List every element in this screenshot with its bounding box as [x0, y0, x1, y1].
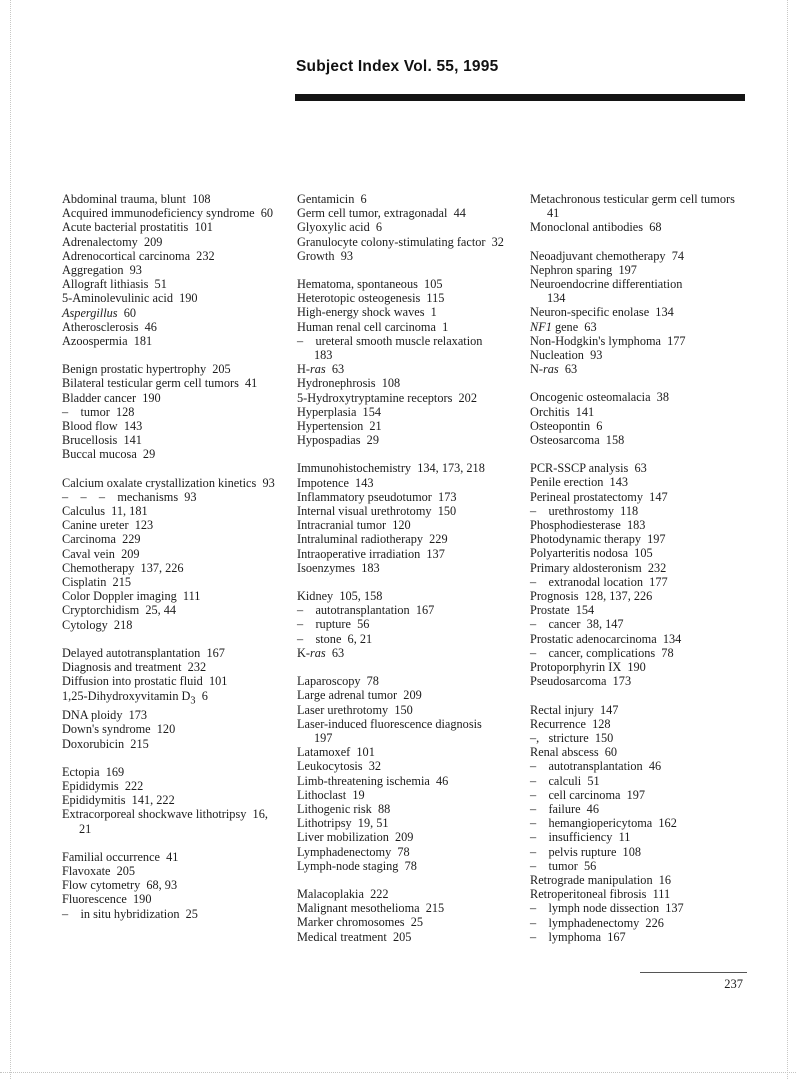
index-entry: Canine ureter 123	[62, 518, 154, 533]
index-entry: Bladder cancer 190	[62, 390, 161, 405]
index-entry: Bilateral testicular germ cell tumors 41	[62, 376, 258, 391]
index-entry: – lymphadenectomy 226	[530, 915, 664, 930]
index-entry: Osteopontin 6	[530, 418, 603, 433]
index-entry: K-ras 63	[297, 645, 345, 660]
index-entry: Familial occurrence 41	[62, 849, 179, 864]
index-entry: Laser urethrotomy 150	[297, 702, 413, 717]
index-entry: Abdominal trauma, blunt 108	[62, 192, 211, 206]
index-entry: Medical treatment 205	[297, 929, 412, 944]
index-group	[297, 887, 529, 944]
scan-edge-line-bottom	[0, 1072, 796, 1073]
index-group	[297, 674, 529, 873]
index-entry: – in situ hybridization 25	[62, 906, 198, 921]
index-entry: Lithotripsy 19, 51	[297, 816, 389, 831]
index-group	[62, 476, 294, 632]
index-entry: Metachronous testicular germ cell tumors	[530, 192, 735, 206]
index-entry: Renal abscess 60	[530, 745, 618, 760]
index-entry: – lymph node dissection 137	[530, 901, 684, 916]
index-group	[62, 192, 294, 348]
index-entry: Kidney 105, 158	[297, 589, 383, 604]
index-entry: Laser-induced fluorescence diagnosis	[297, 716, 482, 731]
index-group	[530, 461, 788, 688]
index-entry: Hyperplasia 154	[297, 404, 382, 419]
index-entry: Allograft lithiasis 51	[62, 277, 167, 292]
index-entry: Marker chromosomes 25	[297, 915, 424, 930]
index-entry: Malacoplakia 222	[297, 886, 389, 901]
index-entry: PCR-SSCP analysis 63	[530, 461, 647, 476]
index-entry: – tumor 56	[530, 858, 597, 873]
index-entry: Retrograde manipulation 16	[530, 872, 672, 887]
index-entry: Calcium oxalate crystallization kinetics 93	[62, 475, 275, 490]
index-entry: Color Doppler imaging 111	[62, 589, 201, 604]
index-entry: – pelvis rupture 108	[530, 844, 641, 859]
index-entry: Benign prostatic hypertrophy 205	[62, 362, 231, 377]
index-entry: Rectal injury 147	[530, 702, 619, 717]
index-entry: – rupture 56	[297, 617, 370, 632]
index-entry: Cryptorchidism 25, 44	[62, 603, 177, 618]
index-entry: Delayed autotransplantation 167	[62, 645, 225, 660]
index-entry: Lymph-node staging 78	[297, 858, 417, 873]
index-group	[530, 249, 788, 377]
index-column-2	[297, 192, 529, 958]
index-entry: Extracorporeal shockwave lithotripsy 16,	[62, 807, 268, 822]
index-entry: 21	[79, 821, 92, 836]
index-entry: Brucellosis 141	[62, 433, 142, 448]
index-entry: Adrenocortical carcinoma 232	[62, 248, 215, 263]
index-entry: 1,25-Dihydroxyvitamin $D_3$ 6	[62, 688, 208, 706]
index-entry: Oncogenic osteomalacia 38	[530, 390, 669, 405]
index-entry: High-energy shock waves 1	[297, 305, 437, 320]
index-entry: – insufficiency 11	[530, 830, 631, 845]
index-entry: Polyarteritis nodosa 105	[530, 546, 653, 561]
index-entry: – calculi 51	[530, 773, 600, 788]
index-entry: Blood flow 143	[62, 419, 143, 434]
index-entry: – lymphoma 167	[530, 929, 626, 944]
page-number: 237	[724, 977, 743, 991]
index-entry: Azoospermia 181	[62, 334, 153, 349]
index-entry: 183	[314, 348, 333, 363]
index-entry: Lymphadenectomy 78	[297, 844, 410, 859]
index-entry: Retroperitoneal fibrosis 111	[530, 887, 671, 902]
index-group	[530, 703, 788, 944]
index-entry: Osteosarcoma 158	[530, 433, 625, 448]
index-entry: Epididymitis 141, 222	[62, 793, 175, 808]
index-entry: Flavoxate 205	[62, 863, 136, 878]
index-entry: Hypertension 21	[297, 419, 382, 434]
index-entry: Perineal prostatectomy 147	[530, 489, 668, 504]
index-entry: Fluorescence 190	[62, 892, 152, 907]
index-entry: Neuron-specific enolase 134	[530, 305, 674, 320]
index-entry: Leukocytosis 32	[297, 759, 382, 774]
index-entry: – urethrostomy 118	[530, 503, 639, 518]
index-entry: Glyoxylic acid 6	[297, 220, 383, 235]
index-group	[530, 192, 788, 235]
index-group	[62, 646, 294, 751]
index-entry: Cytology 218	[62, 617, 133, 632]
index-entry: Growth 93	[297, 248, 354, 263]
scan-edge-line-left	[10, 0, 11, 1079]
index-entry: Neoadjuvant chemotherapy 74	[530, 248, 684, 263]
index-group	[530, 390, 788, 447]
index-entry: Nephron sparing 197	[530, 262, 637, 277]
index-entry: Impotence 143	[297, 475, 374, 490]
index-column-1	[62, 192, 294, 935]
index-entry: – autotransplantation 167	[297, 603, 435, 618]
index-group	[62, 850, 294, 921]
index-entry: Adrenalectomy 209	[62, 234, 163, 249]
index-entry: Chemotherapy 137, 226	[62, 560, 184, 575]
index-entry: Doxorubicin 215	[62, 736, 149, 751]
header-rule	[295, 94, 745, 101]
index-entry: Pseudosarcoma 173	[530, 674, 632, 689]
index-entry: Gentamicin 6	[297, 192, 367, 206]
index-entry: Germ cell tumor, extragonadal 44	[297, 206, 466, 221]
index-entry: Non-Hodgkin's lymphoma 177	[530, 333, 686, 348]
index-entry: Ectopia 169	[62, 764, 125, 779]
index-entry: – failure 46	[530, 801, 599, 816]
index-entry: Photodynamic therapy 197	[530, 532, 666, 547]
index-group	[62, 765, 294, 836]
index-entry: Inflammatory pseudotumor 173	[297, 489, 457, 504]
index-entry: Protoporphyrin IX 190	[530, 660, 646, 675]
index-entry: Nucleation 93	[530, 348, 603, 363]
index-entry: –, stricture 150	[530, 730, 614, 745]
index-entry: Intraoperative irradiation 137	[297, 546, 445, 561]
index-entry: Carcinoma 229	[62, 532, 141, 547]
index-entry: Acute bacterial prostatitis 101	[62, 220, 213, 235]
index-entry: – cell carcinoma 197	[530, 787, 646, 802]
index-entry: Aggregation 93	[62, 263, 142, 278]
index-entry: Diffusion into prostatic fluid 101	[62, 674, 228, 689]
index-entry: Prostate 154	[530, 603, 595, 618]
index-entry: Lithogenic risk 88	[297, 801, 391, 816]
index-entry: – autotransplantation 46	[530, 759, 662, 774]
index-entry: – stone 6, 21	[297, 631, 373, 646]
index-entry: – cancer, complications 78	[530, 645, 674, 660]
index-entry: Primary aldosteronism 232	[530, 560, 667, 575]
index-entry: Atherosclerosis 46	[62, 319, 157, 334]
index-entry: 197	[314, 730, 333, 745]
index-entry: Hematoma, spontaneous 105	[297, 277, 443, 292]
index-entry: Recurrence 128	[530, 716, 611, 731]
index-entry: Prognosis 128, 137, 226	[530, 589, 653, 604]
index-group	[62, 362, 294, 461]
index-entry: Hydronephrosis 108	[297, 376, 401, 391]
index-entry: Malignant mesothelioma 215	[297, 901, 445, 916]
index-entry: Buccal mucosa 29	[62, 447, 156, 462]
index-entry: Flow cytometry 68, 93	[62, 878, 178, 893]
index-entry: Liver mobilization 209	[297, 830, 414, 845]
index-entry: Intraluminal radiotherapy 229	[297, 532, 448, 547]
index-entry: 5-Hydroxytryptamine receptors 202	[297, 390, 477, 405]
index-entry: Aspergillus 60	[62, 305, 137, 320]
index-entry: N-ras 63	[530, 362, 578, 377]
index-entry: – hemangiopericytoma 162	[530, 816, 677, 831]
index-entry: Immunohistochemistry 134, 173, 218	[297, 461, 485, 476]
index-entry: Lithoclast 19	[297, 787, 365, 802]
index-group	[297, 277, 529, 447]
index-entry: NF1 gene 63	[530, 319, 597, 334]
index-entry: – extranodal location 177	[530, 574, 668, 589]
index-entry: Limb-threatening ischemia 46	[297, 773, 449, 788]
index-entry: Cisplatin 215	[62, 575, 132, 590]
index-entry: Monoclonal antibodies 68	[530, 220, 662, 235]
index-entry: Epididymis 222	[62, 778, 144, 793]
index-entry: Caval vein 209	[62, 546, 140, 561]
index-entry: Calculus 11, 181	[62, 504, 148, 519]
index-entry: 5-Aminolevulinic acid 190	[62, 291, 198, 306]
index-entry: Heterotopic osteogenesis 115	[297, 291, 445, 306]
index-entry: Acquired immunodeficiency syndrome 60	[62, 206, 274, 221]
index-entry: Orchitis 141	[530, 404, 595, 419]
index-group	[297, 461, 529, 575]
index-entry: – ureteral smooth muscle relaxation	[297, 333, 483, 348]
index-entry: Human renal cell carcinoma 1	[297, 319, 449, 334]
index-group	[297, 192, 529, 263]
index-entry: – cancer 38, 147	[530, 617, 624, 632]
index-entry: 134	[547, 291, 566, 306]
index-entry: Isoenzymes 183	[297, 560, 380, 575]
index-entry: DNA ploidy 173	[62, 708, 148, 723]
index-column-3	[530, 192, 788, 958]
index-entry: Latamoxef 101	[297, 745, 375, 760]
page-title: Subject Index Vol. 55, 1995	[296, 58, 499, 75]
index-entry: Neuroendocrine differentiation	[530, 277, 683, 292]
index-entry: Hypospadias 29	[297, 433, 379, 448]
index-entry: Large adrenal tumor 209	[297, 688, 422, 703]
index-entry: Penile erection 143	[530, 475, 629, 490]
index-entry: 41	[547, 206, 560, 221]
index-entry: Prostatic adenocarcinoma 134	[530, 631, 682, 646]
index-entry: – – – mechanisms 93	[62, 489, 197, 504]
index-entry: Granulocyte colony-stimulating factor 32	[297, 234, 504, 249]
index-entry: Laparoscopy 78	[297, 674, 379, 689]
index-entry: Intracranial tumor 120	[297, 518, 411, 533]
index-entry: – tumor 128	[62, 404, 135, 419]
index-entry: Diagnosis and treatment 232	[62, 660, 207, 675]
index-entry: H-ras 63	[297, 362, 345, 377]
index-entry: Phosphodiesterase 183	[530, 518, 646, 533]
index-group	[297, 589, 529, 660]
index-entry: Down's syndrome 120	[62, 722, 176, 737]
footer-rule	[640, 972, 747, 973]
index-entry: Internal visual urethrotomy 150	[297, 504, 457, 519]
